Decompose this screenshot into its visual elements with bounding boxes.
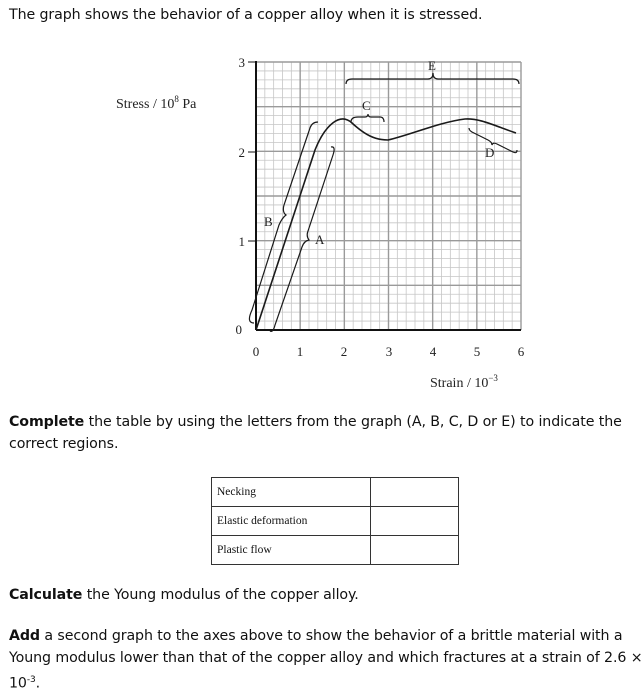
x-tick-1: 1	[296, 344, 304, 359]
stress-strain-chart	[0, 40, 644, 400]
x-tick-3: 3	[385, 344, 393, 359]
answer-cell-necking[interactable]	[371, 478, 459, 507]
row-label-plastic-flow: Plastic flow	[212, 536, 371, 565]
y-axis-label: Stress / $10^8$ Pa	[116, 94, 197, 112]
x-tick-0: 0	[252, 344, 260, 359]
label-b: B	[264, 214, 273, 229]
y-tick-0: 0	[235, 322, 242, 337]
answer-table	[211, 477, 459, 565]
table-row	[212, 507, 459, 536]
brace-a	[270, 147, 334, 332]
table-row	[212, 536, 459, 565]
answer-cell-plastic-flow[interactable]	[371, 536, 459, 565]
x-tick-4: 4	[429, 344, 437, 359]
answer-input-plastic-flow[interactable]	[371, 536, 462, 564]
answer-cell-elastic-deformation[interactable]	[371, 507, 459, 536]
answer-input-elastic-deformation[interactable]	[371, 507, 462, 535]
answer-input-necking[interactable]	[371, 478, 462, 506]
x-tick-5: 5	[473, 344, 481, 359]
y-tick-3: 3	[238, 55, 245, 70]
label-d: D	[485, 145, 495, 160]
major-grid	[256, 62, 521, 330]
y-tick-1: 1	[238, 234, 245, 249]
label-e: E	[428, 58, 436, 73]
x-tick-6: 6	[517, 344, 525, 359]
row-label-necking: Necking	[212, 478, 371, 507]
complete-instruction: Complete the table by using the letters from the graph (A, B, C, D or E) to indicate the correct regions.	[9, 414, 622, 452]
y-tick-2: 2	[238, 145, 245, 160]
label-c: C	[362, 98, 371, 113]
x-tick-2: 2	[340, 344, 348, 359]
table-row	[212, 478, 459, 507]
y-ticks	[248, 62, 256, 241]
intro-text: The graph shows the behavior of a copper alloy when it is stressed.	[9, 7, 483, 23]
x-axis-label: Strain / $10^{-3}$	[430, 373, 498, 391]
row-label-elastic-deformation: Elastic deformation	[212, 507, 371, 536]
label-a: A	[315, 232, 325, 247]
add-graph-instruction: Add a second graph to the axes above to show the behavior of a brittle material with a Young modulus lower than that of the copper alloy and which fractures at a strain of $2.6 \times 10^{-3}$.	[9, 628, 643, 692]
calculate-instruction: Calculate the Young modulus of the copper alloy.	[9, 587, 359, 603]
